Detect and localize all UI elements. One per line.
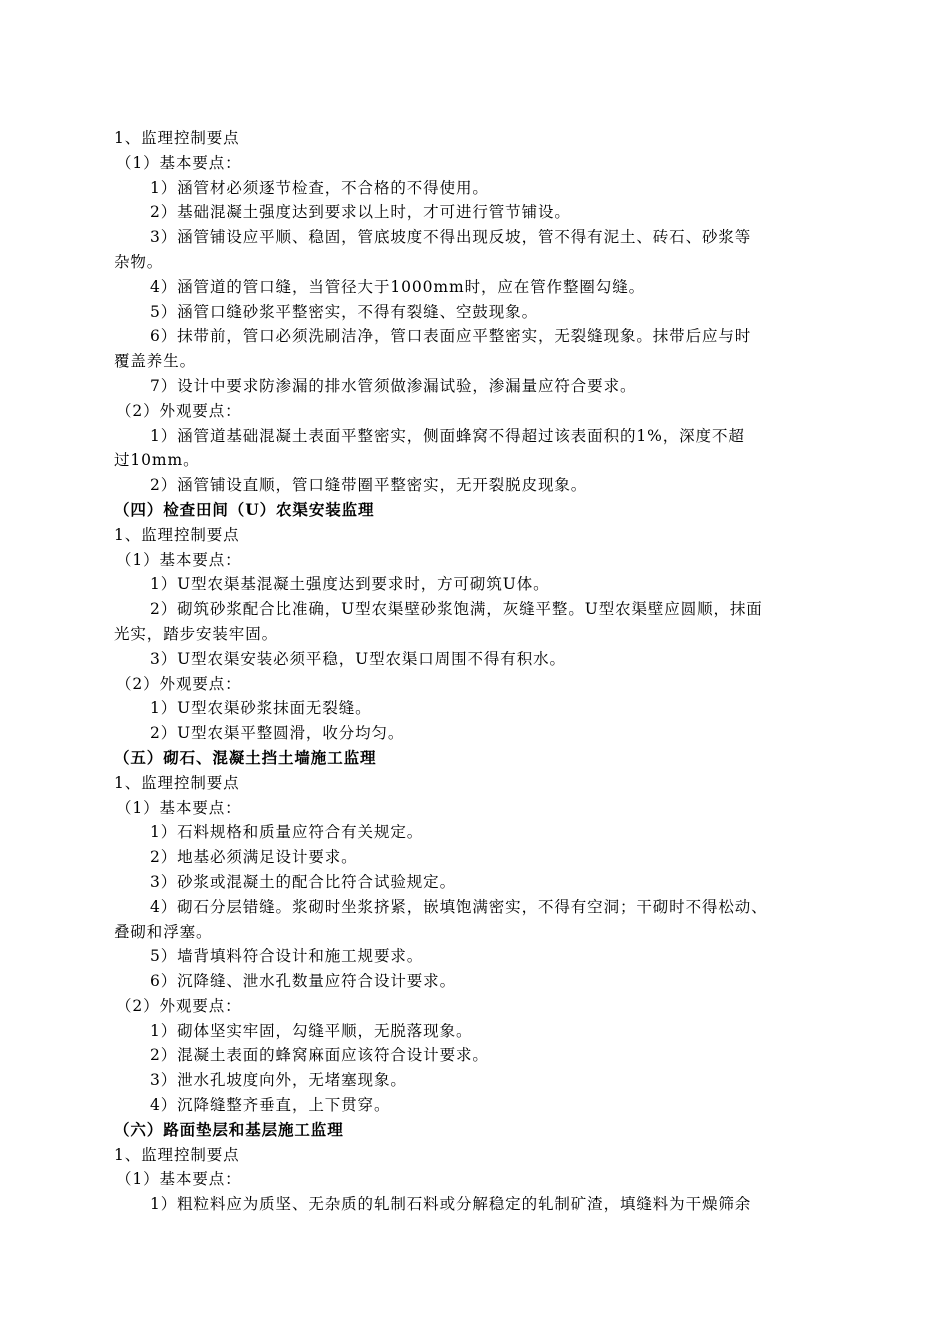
point-group-title: （1）基本要点：: [116, 798, 242, 817]
list-item: 1）U型农渠砂浆抹面无裂缝。: [150, 699, 372, 718]
list-item-continuation: 覆盖养生。: [114, 352, 197, 371]
list-item: 1）粗粒料应为质坚、无杂质的轧制石料或分解稳定的轧制矿渣，填缝料为干燥筛余: [150, 1195, 752, 1214]
list-item: 5）墙背填料符合设计和施工规要求。: [150, 947, 424, 966]
list-item: 1）涵管材必须逐节检查，不合格的不得使用。: [150, 178, 489, 197]
list-item: 4）砌石分层错缝。浆砌时坐浆挤紧，嵌填饱满密实，不得有空洞；干砌时不得松动、: [150, 897, 768, 916]
point-group-title: （1）基本要点：: [116, 550, 242, 569]
list-item: 3）U型农渠安装必须平稳，U型农渠口周围不得有积水。: [150, 649, 566, 668]
list-item-continuation: 叠砌和浮塞。: [114, 922, 213, 941]
point-group-title: （2）外观要点：: [116, 996, 242, 1015]
list-item: 1）石料规格和质量应符合有关规定。: [150, 823, 424, 842]
list-item: 3）泄水孔坡度向外，无堵塞现象。: [150, 1071, 407, 1090]
list-item: 1）U型农渠基混凝土强度达到要求时，方可砌筑U体。: [150, 575, 550, 594]
list-item: 4）涵管道的管口缝，当管径大于1000mm时，应在管作整圈勾缝。: [150, 277, 646, 296]
list-item: 2）地基必须满足设计要求。: [150, 848, 358, 867]
list-item: 1）砌体坚实牢固，勾缝平顺，无脱落现象。: [150, 1021, 473, 1040]
list-item: 4）沉降缝整齐垂直，上下贯穿。: [150, 1096, 391, 1115]
list-item: 3）涵管铺设应平顺、稳固，管底坡度不得出现反坡，管不得有泥土、砖石、砂浆等: [150, 228, 752, 247]
point-group-title: （2）外观要点：: [116, 401, 242, 420]
document-page: [114, 126, 864, 1217]
section-heading: （四）检查田间（U）农渠安装监理: [114, 499, 375, 519]
list-item: 6）沉降缝、泄水孔数量应符合设计要求。: [150, 972, 456, 991]
point-group-title: （1）基本要点：: [116, 1170, 242, 1189]
list-item: 7）设计中要求防渗漏的排水管须做渗漏试验，渗漏量应符合要求。: [150, 376, 637, 395]
subsection-title: 1、监理控制要点: [114, 773, 240, 792]
list-item: 5）涵管口缝砂浆平整密实，不得有裂缝、空鼓现象。: [150, 302, 538, 321]
list-item: 2）U型农渠平整圆滑，收分均匀。: [150, 724, 405, 743]
list-item: 2）基础混凝土强度达到要求以上时，才可进行管节铺设。: [150, 203, 571, 222]
point-group-title: （2）外观要点：: [116, 674, 242, 693]
subsection-title: 1、监理控制要点: [114, 525, 240, 544]
list-item: 6）抹带前，管口必须洗刷洁净，管口表面应平整密实，无裂缝现象。抹带后应与时: [150, 327, 752, 346]
list-item-continuation: 光实，踏步安装牢固。: [114, 624, 279, 643]
section-heading: （六）路面垫层和基层施工监理: [114, 1119, 344, 1139]
list-item: 2）混凝土表面的蜂窝麻面应该符合设计要求。: [150, 1046, 489, 1065]
list-item-continuation: 过10mm。: [114, 451, 200, 470]
section-heading: （五）砌石、混凝土挡土墙施工监理: [114, 747, 377, 767]
list-item: 3）砂浆或混凝土的配合比符合试验规定。: [150, 872, 456, 891]
subsection-title: 1、监理控制要点: [114, 129, 240, 147]
list-item: 1）涵管道基础混凝土表面平整密实，侧面蜂窝不得超过该表面积的1%，深度不超: [150, 426, 745, 445]
point-group-title: （1）基本要点：: [116, 153, 242, 172]
list-item: 2）砌筑砂浆配合比准确，U型农渠壁砂浆饱满，灰缝平整。U型农渠壁应圆顺，抹面: [150, 600, 763, 619]
subsection-title: 1、监理控制要点: [114, 1145, 240, 1164]
list-item: 2）涵管铺设直顺，管口缝带圈平整密实，无开裂脱皮现象。: [150, 476, 588, 495]
list-item-continuation: 杂物。: [114, 252, 164, 271]
